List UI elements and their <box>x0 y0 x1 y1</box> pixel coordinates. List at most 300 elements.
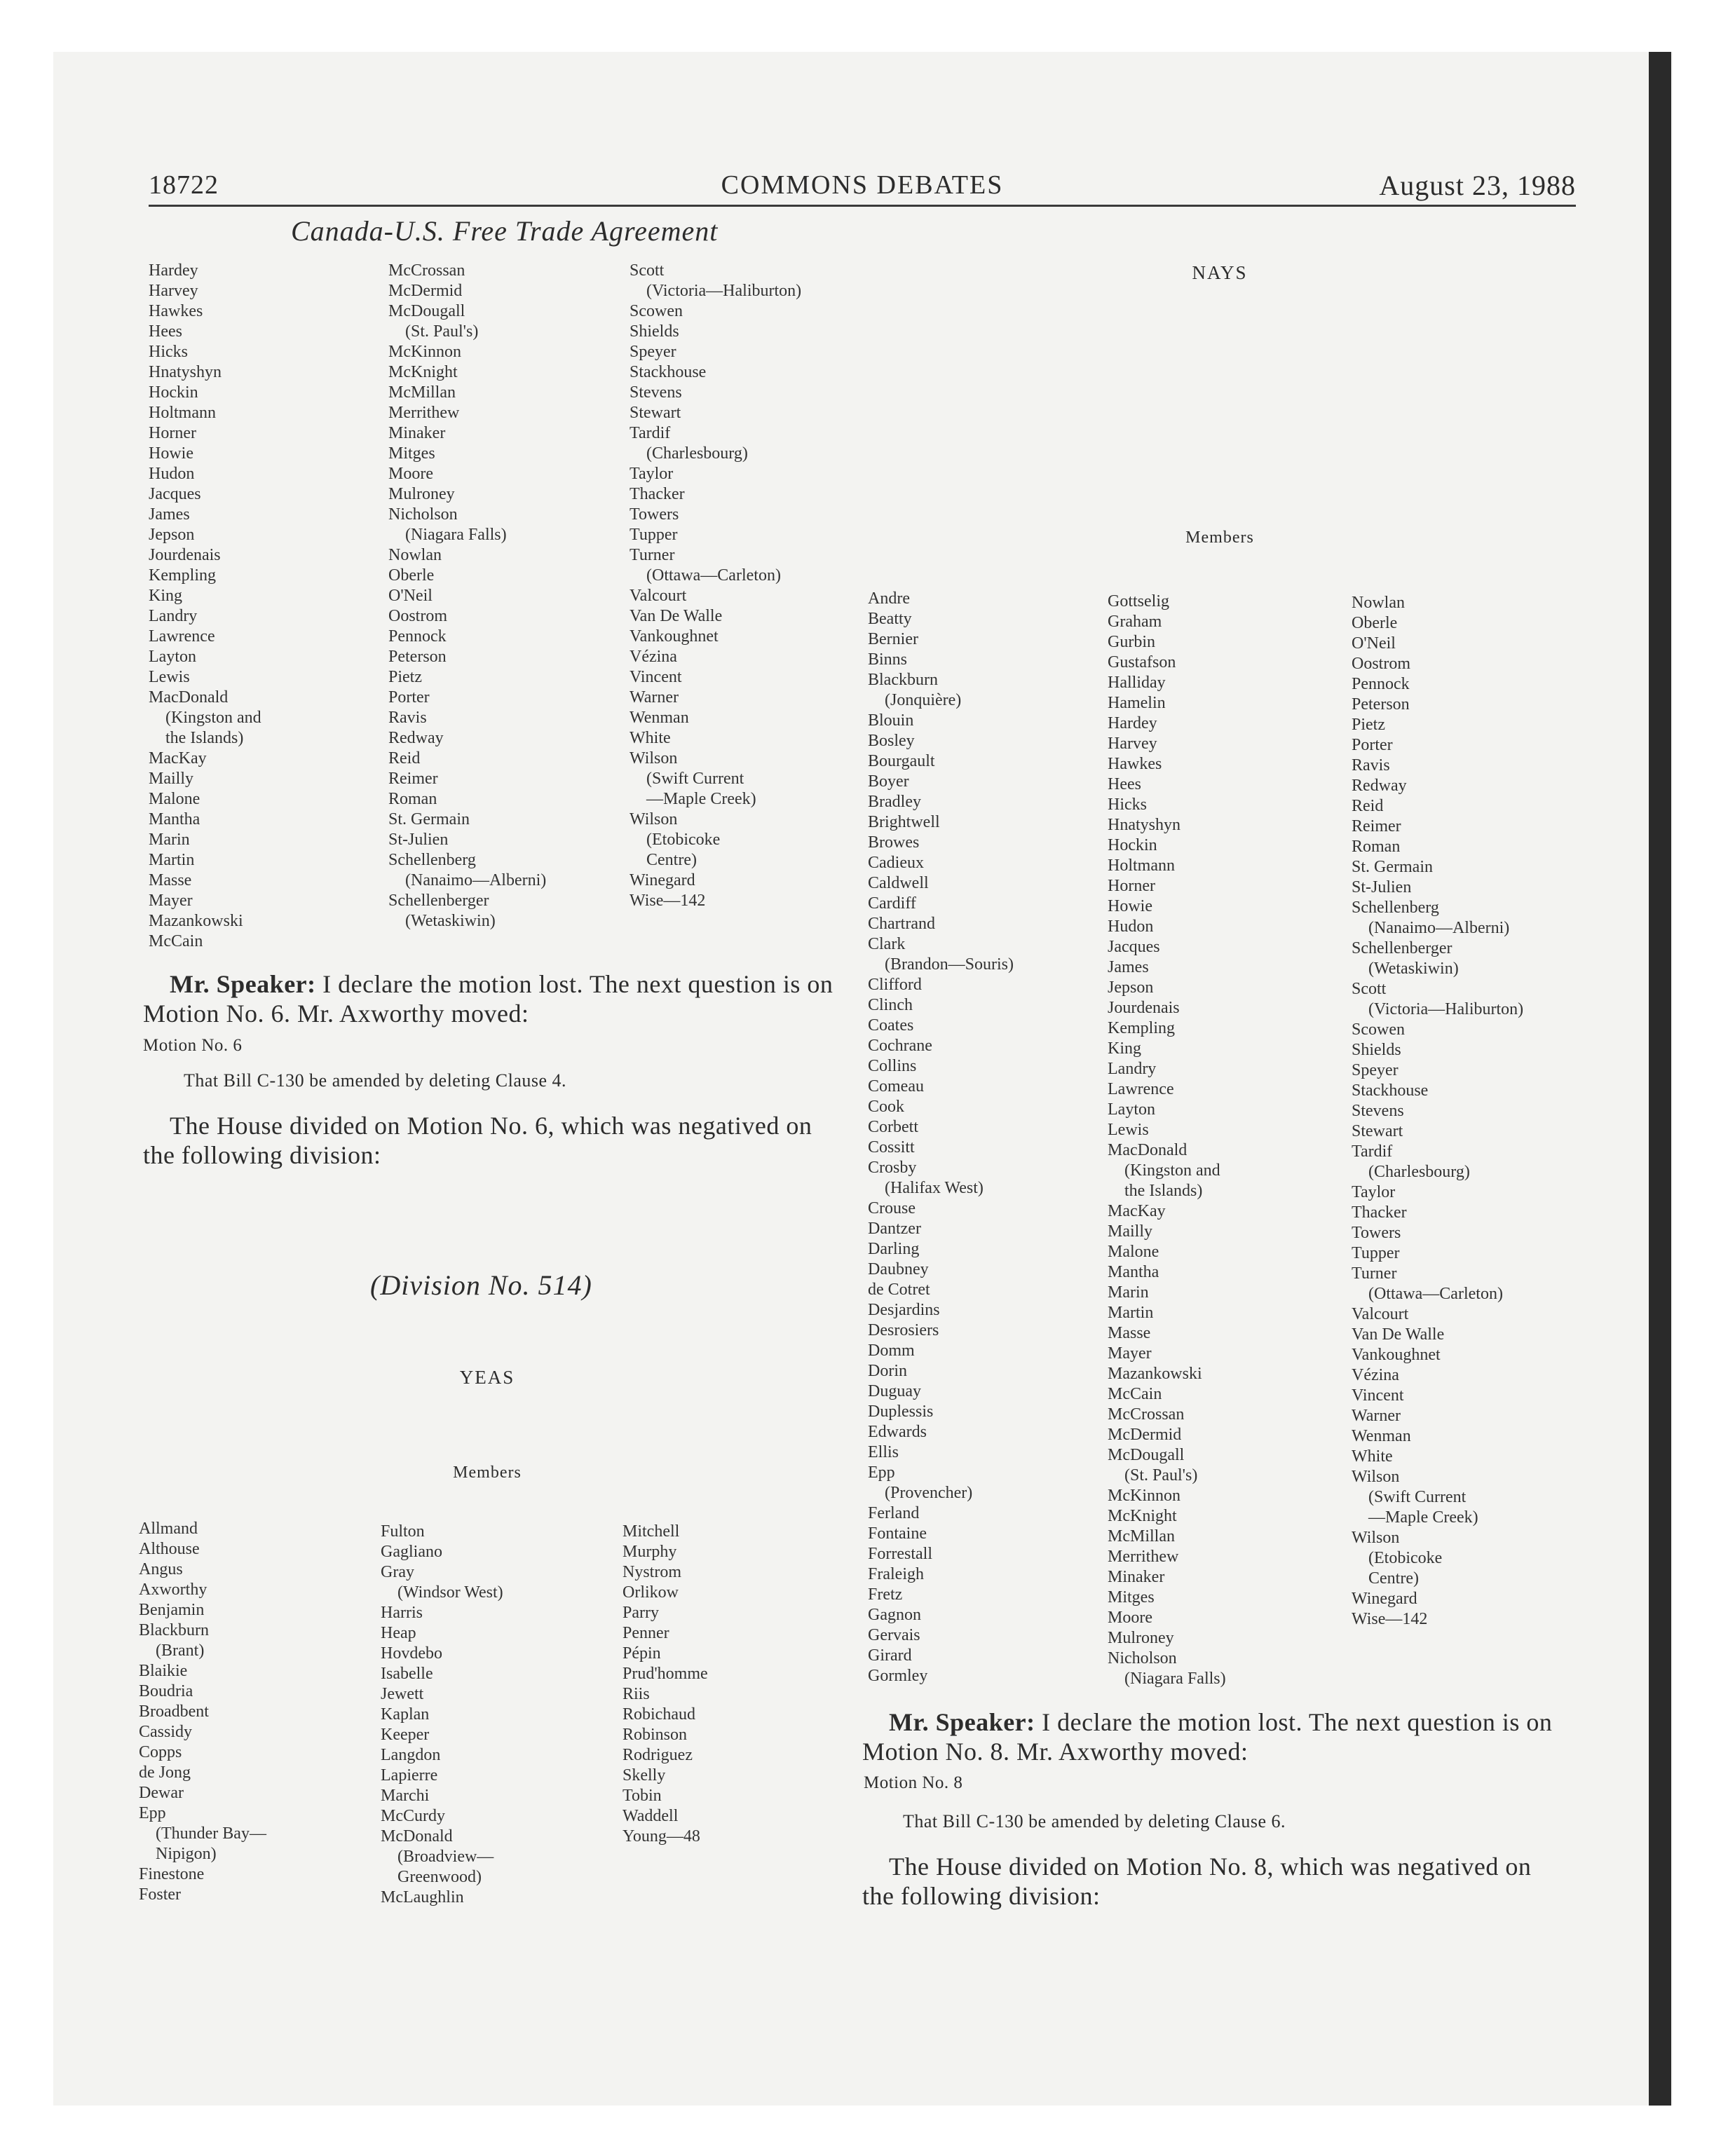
member-name: Harvey <box>1108 735 1157 753</box>
member-name: Turner <box>1352 1264 1397 1283</box>
member-name: McKinnon <box>388 343 461 361</box>
member-name: Desjardins <box>868 1301 940 1319</box>
member-name: Winegard <box>630 871 695 889</box>
member-name: Layton <box>149 648 196 666</box>
member-name: Warner <box>1352 1407 1401 1425</box>
member-name: (Brandon—Souris) <box>885 955 1014 974</box>
page-date: August 23, 1988 <box>1379 170 1576 201</box>
yeas-members-heading: Members <box>453 1464 522 1482</box>
member-name: McCrossan <box>1108 1405 1185 1424</box>
member-name: Hudon <box>149 465 195 483</box>
member-name: Beatty <box>868 610 912 628</box>
member-name: Jepson <box>1108 978 1154 997</box>
member-name: Horner <box>1108 877 1155 895</box>
member-name: Murphy <box>622 1543 677 1561</box>
member-name: (Etobicoke <box>1368 1549 1443 1567</box>
member-name: MacDonald <box>1108 1141 1188 1159</box>
member-name: (Wetaskiwin) <box>1368 960 1459 978</box>
member-name: the Islands) <box>165 729 244 747</box>
member-name: Towers <box>630 505 679 524</box>
member-name: Van De Walle <box>630 607 723 625</box>
member-name: Merrithew <box>1108 1548 1179 1566</box>
member-name: Martin <box>149 851 195 869</box>
member-name: Marchi <box>381 1787 430 1805</box>
member-name: Schellenberg <box>1352 899 1439 917</box>
nays-list-col-2 <box>1108 592 1226 1689</box>
member-name: Waddell <box>622 1807 679 1825</box>
member-name: (St. Paul's) <box>405 322 479 341</box>
member-name: Vézina <box>1352 1366 1399 1384</box>
member-name: Tupper <box>1352 1244 1400 1262</box>
member-name: Schellenberg <box>388 851 476 869</box>
member-name: Thacker <box>1352 1203 1407 1222</box>
member-name: Mitchell <box>622 1522 680 1541</box>
member-name: Jewett <box>381 1685 424 1703</box>
continued-list-col-2 <box>388 261 546 932</box>
member-name: McDermid <box>388 282 463 300</box>
member-name: McMillan <box>388 383 456 402</box>
member-name: Daubney <box>868 1260 929 1278</box>
member-name: Taylor <box>630 465 674 483</box>
member-name: Halliday <box>1108 674 1166 692</box>
member-name: Redway <box>388 729 444 747</box>
member-name: Cardiff <box>868 894 916 913</box>
member-name: Scott <box>630 261 665 280</box>
member-name: (Broadview— <box>397 1848 494 1866</box>
member-name: Jacques <box>1108 938 1160 956</box>
member-name: Hnatyshyn <box>149 363 222 381</box>
member-name: Domm <box>868 1342 915 1360</box>
member-name: (St. Paul's) <box>1124 1466 1198 1485</box>
member-name: Gurbin <box>1108 633 1155 651</box>
member-name: Landry <box>1108 1060 1157 1078</box>
member-name: McCrossan <box>388 261 465 280</box>
member-name: Ferland <box>868 1504 920 1522</box>
member-name: Valcourt <box>630 587 687 605</box>
member-name: Roman <box>388 790 437 808</box>
member-name: Axworthy <box>139 1581 207 1599</box>
member-name: Turner <box>630 546 675 564</box>
member-name: Taylor <box>1352 1183 1396 1201</box>
member-name: Towers <box>1352 1224 1401 1242</box>
member-name: St-Julien <box>388 831 449 849</box>
page-header <box>149 163 1576 207</box>
member-name: Hudon <box>1108 917 1154 936</box>
member-name: Fretz <box>868 1585 903 1604</box>
member-name: Hicks <box>1108 796 1147 814</box>
member-name: Oberle <box>1352 614 1398 632</box>
member-name: Vankoughnet <box>1352 1346 1441 1364</box>
member-name: James <box>1108 958 1149 976</box>
member-name: Corbett <box>868 1118 918 1136</box>
member-name: Binns <box>868 650 908 669</box>
member-name: Oostrom <box>1352 655 1410 673</box>
member-name: McCurdy <box>381 1807 445 1825</box>
member-name: (Kingston and <box>165 709 261 727</box>
member-name: Ravis <box>388 709 427 727</box>
member-name: Stewart <box>1352 1122 1403 1140</box>
member-name: Hockin <box>149 383 198 402</box>
member-name: (Thunder Bay— <box>156 1824 266 1843</box>
member-name: Broadbent <box>139 1703 209 1721</box>
member-name: Howie <box>149 444 193 463</box>
yeas-list-col-2 <box>381 1522 503 1908</box>
member-name: Gray <box>381 1563 414 1581</box>
division-statement-1 <box>143 1111 837 1170</box>
member-name: Dantzer <box>868 1220 921 1238</box>
member-name: Nipigon) <box>156 1845 217 1863</box>
speaker-name-2: Mr. Speaker: <box>889 1708 1035 1736</box>
member-name: McDermid <box>1108 1426 1182 1444</box>
continued-list-col-1 <box>149 261 261 952</box>
member-name: McDougall <box>1108 1446 1185 1464</box>
member-name: de Cotret <box>868 1281 930 1299</box>
member-name: MacKay <box>1108 1202 1166 1220</box>
member-name: Martin <box>1108 1304 1154 1322</box>
member-name: Howie <box>1108 897 1152 915</box>
speaker-statement-2 <box>862 1707 1563 1766</box>
member-name: Vincent <box>630 668 682 686</box>
member-name: McMillan <box>1108 1527 1175 1546</box>
member-name: Porter <box>388 688 430 707</box>
member-name: MacKay <box>149 749 207 767</box>
member-name: Kempling <box>1108 1019 1175 1037</box>
member-name: Dewar <box>139 1784 184 1802</box>
member-name: Hardey <box>149 261 198 280</box>
member-name: Wilson <box>630 749 678 767</box>
division-statement-2 <box>862 1852 1563 1911</box>
member-name: Gustafson <box>1108 653 1176 671</box>
member-name: Mayer <box>1108 1344 1152 1363</box>
member-name: the Islands) <box>1124 1182 1203 1200</box>
motion-text-2: That Bill C-130 be amended by deleting Clause 6. <box>903 1811 1286 1831</box>
member-name: Scowen <box>1352 1021 1405 1039</box>
member-name: Horner <box>149 424 196 442</box>
member-name: Hovdebo <box>381 1644 442 1663</box>
member-name: Wilson <box>1352 1529 1400 1547</box>
member-name: Malone <box>1108 1243 1159 1261</box>
member-name: Fulton <box>381 1522 425 1541</box>
member-name: Kempling <box>149 566 216 585</box>
member-name: Wise—142 <box>1352 1610 1428 1628</box>
member-name: Stackhouse <box>1352 1082 1429 1100</box>
member-name: Hees <box>149 322 182 341</box>
member-name: Duguay <box>868 1382 921 1400</box>
member-name: Reimer <box>1352 817 1401 835</box>
member-name: Jacques <box>149 485 201 503</box>
member-name: Lewis <box>1108 1121 1149 1139</box>
member-name: Gagnon <box>868 1606 921 1624</box>
member-name: Althouse <box>139 1540 200 1558</box>
member-name: O'Neil <box>388 587 433 605</box>
motion-label-2: Motion No. 8 <box>864 1773 963 1792</box>
member-name: Greenwood) <box>397 1868 482 1886</box>
member-name: Brightwell <box>868 813 940 831</box>
member-name: James <box>149 505 190 524</box>
member-name: Reid <box>1352 797 1384 815</box>
member-name: Warner <box>630 688 679 707</box>
member-name: (Victoria—Haliburton) <box>1368 1000 1524 1018</box>
member-name: Parry <box>622 1604 659 1622</box>
page-number: 18722 <box>149 170 219 200</box>
member-name: Tupper <box>630 526 678 544</box>
member-name: Reid <box>388 749 421 767</box>
member-name: (Niagara Falls) <box>405 526 507 544</box>
member-name: Fraleigh <box>868 1565 924 1583</box>
member-name: Landry <box>149 607 198 625</box>
member-name: Comeau <box>868 1077 924 1096</box>
member-name: Ravis <box>1352 756 1390 775</box>
member-name: (Victoria—Haliburton) <box>646 282 802 300</box>
member-name: (Ottawa—Carleton) <box>1368 1285 1503 1303</box>
member-name: Malone <box>149 790 200 808</box>
member-name: Edwards <box>868 1423 927 1441</box>
member-name: MacDonald <box>149 688 229 707</box>
member-name: Cochrane <box>868 1037 932 1055</box>
member-name: Mantha <box>149 810 200 828</box>
member-name: Keeper <box>381 1726 430 1744</box>
speaker-name-1: Mr. Speaker: <box>170 970 316 998</box>
member-name: St. Germain <box>388 810 470 828</box>
continued-list-col-3 <box>630 261 801 911</box>
member-name: (Charlesbourg) <box>646 444 748 463</box>
member-name: (Brant) <box>156 1642 205 1660</box>
member-name: Nicholson <box>388 505 458 524</box>
member-name: (Charlesbourg) <box>1368 1163 1470 1181</box>
member-name: Harvey <box>149 282 198 300</box>
member-name: Duplessis <box>868 1403 934 1421</box>
member-name: Heap <box>381 1624 416 1642</box>
member-name: Holtmann <box>149 404 216 422</box>
speaker-text-2: I declare the motion lost. The next question is on Motion No. 8. Mr. Axworthy moved: <box>862 1708 1553 1766</box>
member-name: Wilson <box>1352 1468 1400 1486</box>
member-name: Jourdenais <box>1108 999 1180 1017</box>
member-name: (Swift Current <box>646 770 744 788</box>
member-name: St-Julien <box>1352 878 1412 896</box>
member-name: Hardey <box>1108 714 1157 732</box>
member-name: Winegard <box>1352 1590 1417 1608</box>
member-name: Angus <box>139 1560 183 1578</box>
member-name: Hockin <box>1108 836 1157 854</box>
member-name: Hees <box>1108 775 1141 793</box>
member-name: Speyer <box>1352 1061 1399 1079</box>
member-name: Shields <box>1352 1041 1401 1059</box>
member-name: Vincent <box>1352 1386 1404 1405</box>
member-name: Hawkes <box>149 302 203 320</box>
member-name: Epp <box>868 1464 895 1482</box>
member-name: St. Germain <box>1352 858 1433 876</box>
member-name: Pennock <box>1352 675 1410 693</box>
member-name: Dorin <box>868 1362 907 1380</box>
member-name: (Kingston and <box>1124 1161 1220 1180</box>
member-name: Holtmann <box>1108 857 1175 875</box>
member-name: Masse <box>149 871 192 889</box>
member-name: Nystrom <box>622 1563 681 1581</box>
member-name: Valcourt <box>1352 1305 1409 1323</box>
member-name: Young—48 <box>622 1827 700 1845</box>
member-name: Nicholson <box>1108 1649 1177 1667</box>
member-name: Kaplan <box>381 1705 430 1724</box>
member-name: Tardif <box>1352 1142 1393 1161</box>
member-name: (Provencher) <box>885 1484 973 1502</box>
yeas-list-col-3 <box>622 1522 708 1847</box>
member-name: Lawrence <box>149 627 215 646</box>
member-name: Coates <box>868 1016 914 1035</box>
member-name: Minaker <box>1108 1568 1165 1586</box>
member-name: Mailly <box>149 770 193 788</box>
member-name: Marin <box>149 831 190 849</box>
member-name: Bourgault <box>868 752 935 770</box>
member-name: McKnight <box>1108 1507 1177 1525</box>
member-name: Masse <box>1108 1324 1151 1342</box>
member-name: McDougall <box>388 302 465 320</box>
member-name: Crosby <box>868 1159 917 1177</box>
speaker-statement-1 <box>143 969 837 1028</box>
member-name: Browes <box>868 833 920 852</box>
member-name: Gervais <box>868 1626 920 1644</box>
member-name: Ellis <box>868 1443 899 1461</box>
member-name: Benjamin <box>139 1601 205 1619</box>
member-name: Boyer <box>868 772 909 791</box>
member-name: Orlikow <box>622 1583 679 1602</box>
member-name: McLaughlin <box>381 1888 464 1906</box>
member-name: Isabelle <box>381 1665 433 1683</box>
member-name: Porter <box>1352 736 1393 754</box>
member-name: Vankoughnet <box>630 627 719 646</box>
member-name: Clifford <box>868 976 922 994</box>
member-name: Foster <box>139 1885 181 1904</box>
member-name: Fontaine <box>868 1524 927 1543</box>
member-name: Mayer <box>149 892 193 910</box>
member-name: Nowlan <box>1352 594 1405 612</box>
member-name: Pépin <box>622 1644 661 1663</box>
member-name: (Windsor West) <box>397 1583 503 1602</box>
member-name: Minaker <box>388 424 446 442</box>
member-name: Peterson <box>1352 695 1410 714</box>
member-name: Stackhouse <box>630 363 707 381</box>
member-name: Bernier <box>868 630 918 648</box>
member-name: Graham <box>1108 613 1162 631</box>
member-name: Jepson <box>149 526 195 544</box>
member-name: McCain <box>1108 1385 1162 1403</box>
member-name: Cook <box>868 1098 905 1116</box>
member-name: Cassidy <box>139 1723 193 1741</box>
member-name: Rodriguez <box>622 1746 693 1764</box>
member-name: Crouse <box>868 1199 916 1217</box>
member-name: Shields <box>630 322 679 341</box>
member-name: Thacker <box>630 485 685 503</box>
member-name: (Etobicoke <box>646 831 721 849</box>
member-name: (Wetaskiwin) <box>405 912 496 930</box>
subject-title: Canada-U.S. Free Trade Agreement <box>291 215 719 247</box>
member-name: White <box>1352 1447 1393 1466</box>
member-name: Darling <box>868 1240 920 1258</box>
member-name: Centre) <box>1368 1569 1419 1588</box>
member-name: McKnight <box>388 363 458 381</box>
member-name: King <box>1108 1039 1141 1058</box>
member-name: Schellenberger <box>388 892 489 910</box>
member-name: —Maple Creek) <box>1368 1508 1478 1527</box>
member-name: Finestone <box>139 1865 205 1883</box>
member-name: Redway <box>1352 777 1407 795</box>
member-name: Cossitt <box>868 1138 915 1157</box>
member-name: Wise—142 <box>630 892 706 910</box>
member-name: Scowen <box>630 302 683 320</box>
member-name: Caldwell <box>868 874 929 892</box>
member-name: (Nanaimo—Alberni) <box>1368 919 1510 937</box>
member-name: King <box>149 587 182 605</box>
member-name: (Nanaimo—Alberni) <box>405 871 547 889</box>
member-name: Blackburn <box>868 671 938 689</box>
member-name: Epp <box>139 1804 166 1822</box>
member-name: Blouin <box>868 711 914 730</box>
member-name: Bradley <box>868 793 921 811</box>
member-name: Peterson <box>388 648 447 666</box>
member-name: Chartrand <box>868 915 935 933</box>
member-name: Layton <box>1108 1100 1155 1119</box>
member-name: Centre) <box>646 851 697 869</box>
member-name: Wenman <box>1352 1427 1411 1445</box>
member-name: Robinson <box>622 1726 688 1744</box>
member-name: Bosley <box>868 732 915 750</box>
member-name: Girard <box>868 1646 912 1665</box>
member-name: Pennock <box>388 627 447 646</box>
member-name: Hamelin <box>1108 694 1166 712</box>
member-name: Collins <box>868 1057 917 1075</box>
member-name: Prud'homme <box>622 1665 708 1683</box>
member-name: Blaikie <box>139 1662 188 1680</box>
member-name: Mazankowski <box>149 912 243 930</box>
member-name: Clark <box>868 935 906 953</box>
member-name: Reimer <box>388 770 438 788</box>
member-name: Speyer <box>630 343 676 361</box>
member-name: Mulroney <box>388 485 455 503</box>
member-name: Moore <box>1108 1609 1152 1627</box>
member-name: Nowlan <box>388 546 442 564</box>
member-name: (Ottawa—Carleton) <box>646 566 781 585</box>
member-name: Clinch <box>868 996 913 1014</box>
member-name: Lawrence <box>1108 1080 1174 1098</box>
member-name: Vézina <box>630 648 677 666</box>
member-name: Cadieux <box>868 854 924 872</box>
member-name: Mantha <box>1108 1263 1159 1281</box>
member-name: McDonald <box>381 1827 453 1845</box>
nays-members-heading: Members <box>1185 528 1254 547</box>
member-name: (Swift Current <box>1368 1488 1467 1506</box>
member-name: Blackburn <box>139 1621 209 1639</box>
nays-heading: NAYS <box>1192 262 1248 283</box>
scan-edge-shadow <box>1649 52 1671 2106</box>
member-name: Harris <box>381 1604 423 1622</box>
member-name: Roman <box>1352 838 1401 856</box>
member-name: Tobin <box>622 1787 662 1805</box>
member-name: Wilson <box>630 810 678 828</box>
member-name: Desrosiers <box>868 1321 939 1339</box>
member-name: Stevens <box>1352 1102 1404 1120</box>
member-name: Tardif <box>630 424 671 442</box>
member-name: Hawkes <box>1108 755 1162 773</box>
member-name: Lapierre <box>381 1766 438 1785</box>
division-text-1: The House divided on Motion No. 6, which was negatived on the following division: <box>143 1112 812 1169</box>
member-name: Wenman <box>630 709 689 727</box>
member-name: Riis <box>622 1685 650 1703</box>
nays-list-col-1 <box>868 589 1014 1686</box>
member-name: McKinnon <box>1108 1487 1181 1505</box>
member-name: Skelly <box>622 1766 666 1785</box>
member-name: Allmand <box>139 1520 198 1538</box>
member-name: Oberle <box>388 566 435 585</box>
motion-text-1: That Bill C-130 be amended by deleting Clause 4. <box>184 1070 567 1091</box>
